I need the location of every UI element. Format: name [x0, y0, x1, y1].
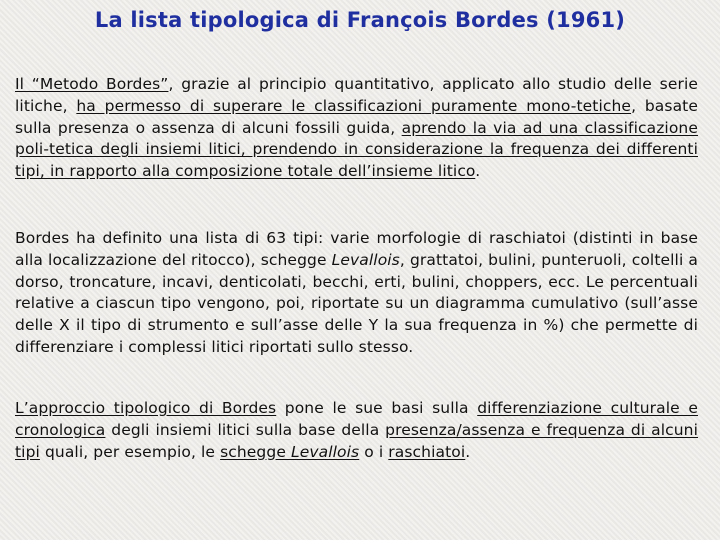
text: degli insiemi litici sulla base della: [105, 420, 386, 439]
text-underlined: Il “Metodo Bordes”: [15, 75, 169, 93]
paragraph-metodo-bordes: [15, 74, 698, 183]
text-underlined: ha permesso di superare le classificazioni puramente mono-tetiche: [76, 96, 632, 115]
text: .: [465, 442, 471, 461]
text-underlined-italic: Levallois: [290, 442, 360, 461]
text: Bordes ha definito una lista di 63 tipi: varie morfologie di raschiatoi (distinti in base alla localizzazione del ritocco), schegge: [15, 229, 698, 269]
text: , basate sulla presenza o assenza di alcuni fossili guida,: [15, 96, 698, 137]
paragraph-lista-63-tipi: [15, 228, 698, 359]
text: pone le sue basi sulla: [276, 399, 478, 417]
text: quali, per esempio, le: [39, 442, 221, 461]
text: , grazie al principio quantitativo, applicato allo studio delle serie litiche,: [15, 75, 698, 115]
text-underlined: raschiatoi: [388, 442, 466, 461]
text: , grattatoi, bulini, punteruoli, coltelli a dorso, troncature, incavi, denticolati, becchi, erti, bulini, choppers, ecc. Le percentuali relative a ciascun tipo vengono, poi, riportate su un diagramma cumulativo (sull’asse delle X il tipo di strumento e sull’asse delle Y la sua frequenza in %) che permette di differenziare i complessi litici riportati sullo stesso.: [15, 250, 699, 356]
text-underlined: schegge: [220, 442, 291, 461]
text-underlined: differenziazione culturale e cronologica: [15, 399, 699, 439]
text-underlined: presenza/assenza e frequenza di alcuni tipi: [15, 420, 698, 461]
slide-title: La lista tipologica di François Bordes (1961): [94, 8, 626, 32]
text: .: [475, 162, 481, 181]
paragraph-approccio-tipologico: [15, 398, 698, 463]
text: o i: [359, 442, 389, 461]
text-underlined: aprendo la via ad una classificazione poli-tetica degli insiemi litici, prendendo in considerazione la frequenza dei differenti tipi, in rapporto alla composizione totale dell’insieme litico: [15, 118, 698, 181]
text-italic: Levallois: [331, 250, 400, 269]
text-underlined: L’approccio tipologico di Bordes: [15, 399, 277, 417]
